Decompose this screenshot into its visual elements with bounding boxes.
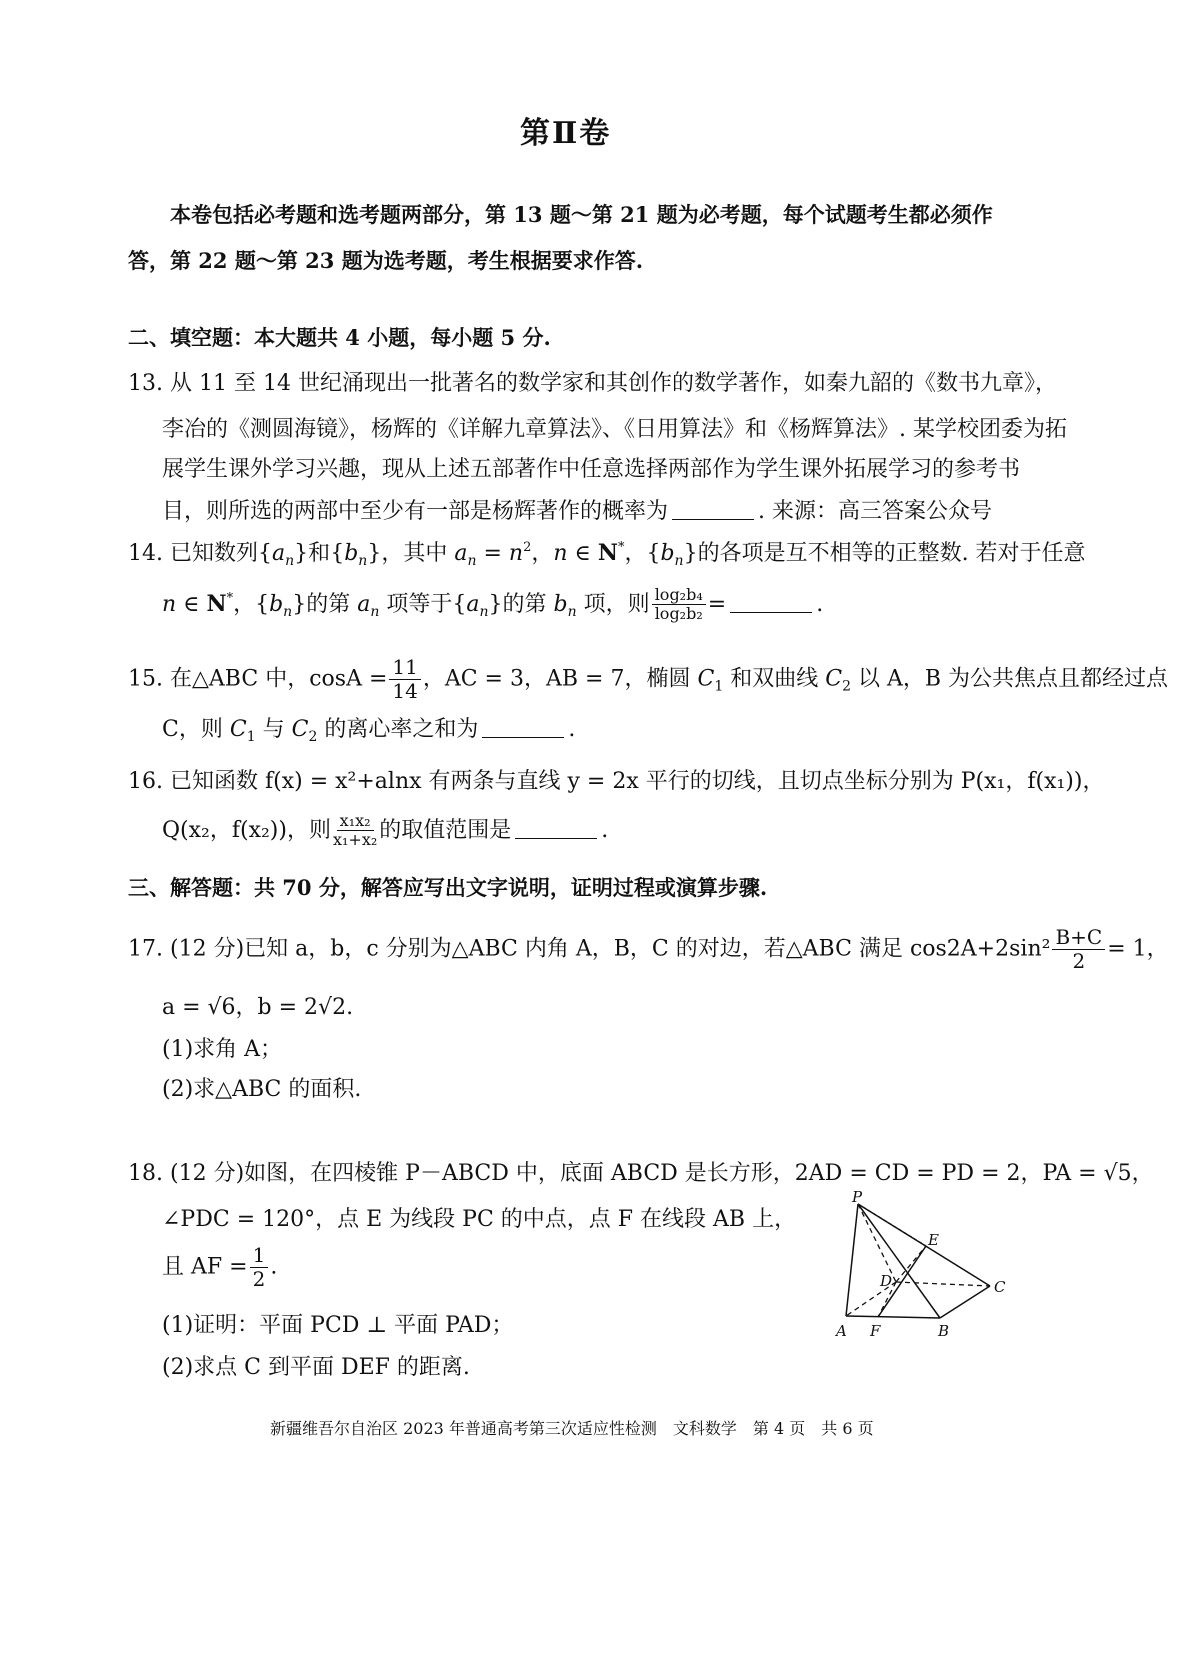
question-text: 以 A，B 为公共焦点且都经过点 — [858, 666, 1169, 692]
question-text: 的离心率之和为 — [324, 717, 479, 742]
question-text: 项等于 — [386, 591, 453, 617]
fraction-numerator: x₁x₂ — [337, 812, 374, 831]
question-text: 已知函数 f(x) = x²+alnx 有两条与直线 y = 2x 平行的切线，且切点坐标分别为 P(x₁，f(x₁))， — [170, 769, 1105, 794]
x-fraction — [333, 812, 377, 850]
fraction-numerator: B+C — [1052, 926, 1105, 950]
log-fraction — [652, 586, 706, 624]
q15-line-2: C，则 $C_1$ 与 $C_2$ 的离心率之和为 . — [162, 717, 576, 745]
question-16 — [128, 764, 1104, 795]
question-text: . 来源：高三答案公众号 — [758, 499, 993, 524]
label-d: D — [880, 1272, 893, 1290]
question-text: 和双曲线 — [730, 666, 819, 692]
fraction-denominator: 2 — [1072, 949, 1086, 973]
af-fraction — [250, 1244, 269, 1291]
question-15: 15. 在△ABC 中，cosA = $\frac{11}{14}$ ，AC = 3，AB = 7，椭圆 $C_1$ 和双曲线 $C_2$ 以 A，B 为公共焦点且都经过点 — [128, 655, 1169, 703]
q13-line-2: 李冶的《测圆海镜》，杨辉的《详解九章算法》、《日用算法》和《杨辉算法》. 某学校团委为拓 — [162, 417, 1067, 442]
q14-line-2: n ∈ N*，$\{b_n\}$的第 $a_n$ 项等于$\{a_n\}$的第 $b_n$ 项，则 $\frac{\text{log₂b₄}}{\text{log₂b₂}}$ = . — [162, 585, 824, 624]
edge-bc — [940, 1286, 990, 1318]
fraction-denominator: x₁+x₂ — [332, 830, 378, 850]
answer-blank — [730, 592, 812, 613]
q17-part-1: (1)求角 A； — [162, 1037, 283, 1062]
question-number: 17. — [128, 936, 163, 962]
question-text: 与 — [262, 717, 285, 742]
question-text: . — [270, 1254, 278, 1280]
question-text: 已知数列 — [170, 541, 259, 566]
question-13 — [128, 366, 1057, 397]
question-number: 13. — [128, 371, 163, 396]
label-e: E — [928, 1231, 939, 1249]
fraction-numerator: log₂b₄ — [652, 586, 706, 605]
question-text: 的第 — [502, 591, 547, 617]
section-answer-heading: 三、解答题：共 70 分，解答应写出文字说明，证明过程或演算步骤. — [128, 875, 768, 900]
edge-ab — [846, 1316, 940, 1318]
pyramid-figure — [830, 1190, 1030, 1350]
q13-line-4 — [162, 494, 992, 525]
label-p: P — [852, 1190, 863, 1206]
intro-line-1: 本卷包括必考题和选考题两部分，第 13 题～第 21 题为必考题，每个试题考生都必须作 — [170, 202, 993, 227]
question-text: 的取值范围是 — [379, 817, 512, 843]
question-number: 15. — [128, 666, 163, 692]
cos-fraction — [389, 656, 420, 703]
question-number: 18. — [128, 1161, 163, 1186]
question-text: 的第 — [306, 591, 351, 617]
question-14: 14. 已知数列$\{a_n\}$和$\{b_n\}$，其中 $a_n = n^2$，n ∈ N*，$\{b_n\}$的各项是互不相等的正整数. 若对于任意 — [128, 540, 1086, 569]
page-footer: 新疆维吾尔自治区 2023 年普通高考第三次适应性检测 文科数学 第 4 页 共 6 页 — [270, 1419, 874, 1438]
question-text: Q(x₂，f(x₂))，则 — [162, 817, 331, 843]
question-number: 16. — [128, 769, 163, 794]
answer-blank — [515, 818, 597, 839]
intro-line-2: 答，第 22 题～第 23 题为选考题，考生根据要求作答. — [128, 248, 644, 273]
question-text: 且 AF = — [162, 1254, 248, 1280]
q18-line-2: ∠PDC = 120°，点 E 为线段 PC 的中点，点 F 在线段 AB 上， — [162, 1207, 797, 1232]
question-text: 和 — [308, 541, 331, 566]
label-c: C — [994, 1278, 1006, 1296]
q18-part-2: (2)求点 C 到平面 DEF 的距离. — [162, 1355, 470, 1380]
question-number: 14. — [128, 541, 163, 566]
q18-line-3 — [162, 1244, 277, 1291]
edge-dc — [896, 1282, 990, 1286]
q18-part-1: (1)证明：平面 PCD ⊥ 平面 PAD； — [162, 1313, 514, 1338]
label-f: F — [870, 1322, 881, 1340]
question-text: 从 11 至 14 世纪涌现出一批著名的数学家和其创作的数学著作，如秦九韶的《数书九章》， — [170, 371, 1057, 396]
page-title: 第Ⅱ卷 — [520, 116, 612, 151]
question-text: ，其中 — [381, 541, 448, 566]
question-text: ，AC = 3，AB = 7，椭圆 — [422, 666, 691, 692]
answer-blank — [482, 717, 564, 738]
answer-blank — [672, 499, 754, 520]
question-text: = 1， — [1107, 936, 1169, 962]
question-text: (12 分)已知 a，b，c 分别为△ABC 内角 A，B，C 的对边，若△ABC 满足 cos2A+2sin² — [170, 936, 1051, 962]
question-text: 的各项是互不相等的正整数. 若对于任意 — [697, 541, 1086, 566]
fraction-denominator: log₂b₂ — [654, 604, 703, 624]
angle-fraction — [1052, 926, 1105, 973]
question-text: C，则 — [162, 717, 223, 742]
question-text: 项，则 — [583, 591, 650, 617]
edge-pa — [846, 1204, 858, 1316]
fraction-denominator: 2 — [252, 1267, 266, 1291]
edge-pb — [858, 1204, 940, 1318]
label-b: B — [938, 1322, 950, 1340]
label-a: A — [836, 1322, 847, 1340]
q13-line-3: 展学生课外学习兴趣，现从上述五部著作中任意选择两部作为学生课外拓展学习的参考书 — [162, 457, 1021, 482]
fraction-numerator: 1 — [250, 1244, 269, 1268]
q17-given-values: a = √6，b = 2√2. — [162, 995, 354, 1020]
question-18 — [128, 1156, 1154, 1187]
fraction-numerator: 11 — [389, 656, 420, 680]
section-fill-blank-heading: 二、填空题：本大题共 4 小题，每小题 5 分. — [128, 325, 551, 350]
q16-line-2: Q(x₂，f(x₂))，则 $\frac{\text{x₁x₂}}{\text{x₁+x₂}}$ 的取值范围是 . — [162, 811, 609, 850]
fraction-denominator: 14 — [392, 679, 418, 703]
q17-part-2: (2)求△ABC 的面积. — [162, 1077, 362, 1102]
question-text: 在△ABC 中，cosA = — [170, 666, 388, 692]
question-text: (12 分)如图，在四棱锥 P－ABCD 中，底面 ABCD 是长方形，2AD = CD = PD = 2，PA = √5， — [170, 1161, 1154, 1186]
question-17 — [128, 926, 1169, 973]
question-text: 目，则所选的两部中至少有一部是杨辉著作的概率为 — [162, 499, 669, 524]
